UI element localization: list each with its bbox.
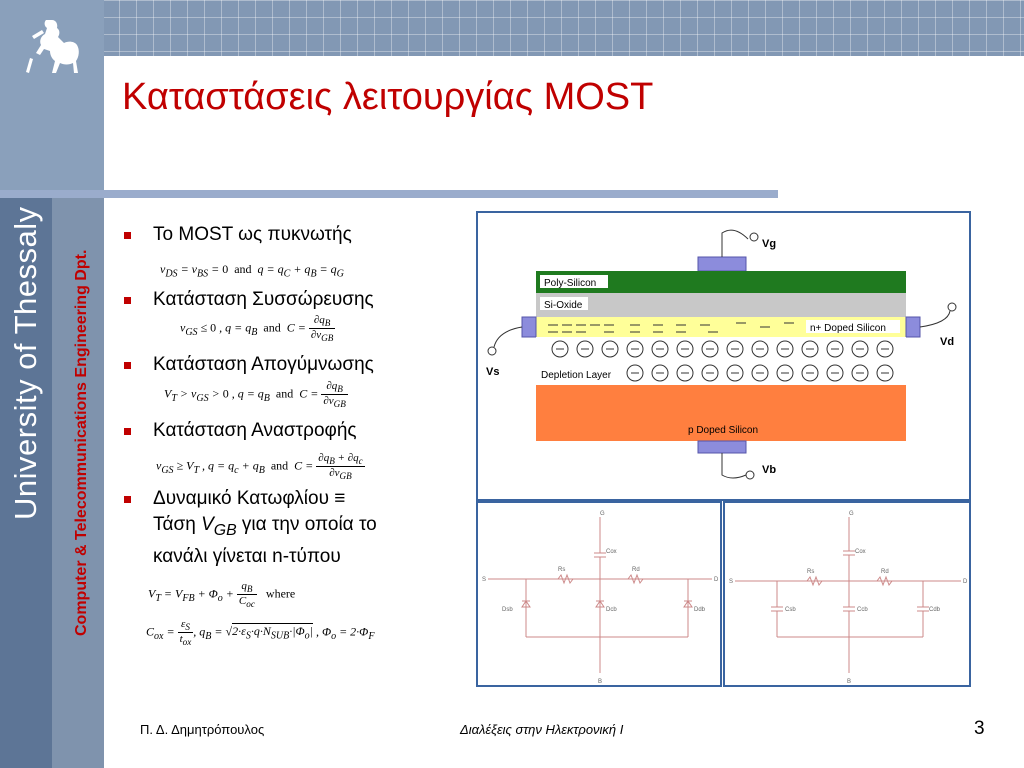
circuit-left-cox: Cox [606, 549, 617, 555]
bullet-text: Κατάσταση Συσσώρευσης [153, 289, 374, 310]
formula-cox: $C_{ox}$ = $\frac{\varepsilon_S}{t_{ox}}$ , $q_B = √2\cdot\varepsilon_S\cdot q\cdot N_{SUB}\cdot|\Phi_o|$ , $\Phi_o = 2\cdot\Phi_F$ [146, 618, 375, 648]
centaur-logo-icon [12, 12, 92, 92]
circuit-left-s: S [482, 577, 487, 583]
vg-label: Vg [762, 238, 777, 250]
vd-label: Vd [940, 336, 955, 348]
circuit-right-rs: Rs [807, 569, 815, 575]
circuit-right-g: G [849, 511, 854, 517]
university-name: University of Thessaly [8, 206, 43, 520]
bullet-marker-icon [124, 297, 131, 304]
circuit-right-csb: Csb [785, 607, 796, 613]
poly-label: Poly-Silicon [544, 278, 597, 289]
circuit-right-b: B [847, 679, 852, 685]
bullet-text-block: Δυναμικό Κατωφλίου ≡ Τάση $V_{GB}$ για την οποία το κανάλι γίνεται n-τύπου [153, 488, 377, 567]
circuit-right-cox: Cox [855, 549, 866, 555]
n-doped-label: n+ Doped Silicon [810, 323, 886, 334]
vs-label: Vs [486, 366, 500, 378]
bullet-threshold [124, 486, 377, 570]
slide-title: Καταστάσεις λειτουργίας MOST [122, 76, 654, 118]
title-divider [0, 190, 778, 198]
circuit-right-cdb: Cdb [929, 607, 941, 613]
top-band [0, 0, 1024, 56]
circuit-capacitor-diagram [725, 503, 969, 685]
formula-threshold: $V_T = V_{FB} + \Phi_o$ + $\frac{q_B}{C_{oc}}$ where [148, 580, 296, 610]
formula-and: and [234, 262, 252, 276]
bullet-marker-icon [124, 232, 131, 239]
circuit-right-ccb: Ccb [857, 607, 868, 613]
bullet-inversion [124, 420, 357, 442]
mos-cross-section-diagram [478, 213, 969, 499]
p-doped-label: p Doped Silicon [688, 425, 759, 436]
bullet-marker-icon [124, 496, 131, 503]
bullet-text: Το MOST ως πυκνωτής [153, 224, 352, 245]
formula-inversion: $v_{GS} \ge V_T$ , $q = q_c + q_B$ and C = $\frac{\partial q_B + \partial q_c}{\partial v_{GB}}$ [156, 452, 363, 482]
circuit-left-b: B [598, 679, 603, 685]
page-number: 3 [974, 718, 985, 739]
department-name: Computer & Telecommunications Engineering Dpt. [73, 249, 90, 636]
bullet-text: Κατάσταση Απογύμνωσης [153, 354, 374, 375]
bullet-text: Κατάσταση Αναστροφής [153, 420, 357, 441]
circuit-left-d: D [714, 577, 719, 583]
bullet-depletion [124, 354, 374, 376]
formula-depletion: $V_T > v_{GS} > 0$ , $q = q_B$ and C = $\frac{\partial q_B}{\partial v_{GB}}$ [164, 380, 346, 410]
depletion-label: Depletion Layer [541, 370, 612, 381]
footer-course: Διαλέξεις στην Ηλεκτρονική Ι [460, 722, 624, 737]
circuit-left-rs: Rs [558, 567, 566, 573]
vb-label: Vb [762, 464, 777, 476]
circuit-left-dsb: Dsb [502, 607, 513, 613]
circuit-left-dcb: Dcb [606, 607, 617, 613]
circuit-right-rd: Rd [881, 569, 889, 575]
bullet-marker-icon [124, 428, 131, 435]
circuit-left-g: G [600, 511, 605, 517]
bullet-line-1: Δυναμικό Κατωφλίου ≡ [153, 488, 346, 509]
circuit-diode-panel [476, 501, 722, 687]
footer-author: Π. Δ. Δημητρόπουλος [140, 722, 265, 737]
circuit-right-d: D [963, 579, 968, 585]
bullet-marker-icon [124, 362, 131, 369]
mos-cross-section-panel [476, 211, 971, 501]
formula-accumulation: $v_{GS} \le 0$ , $q = q_B$ and C = $\frac{\partial q_B}{\partial v_{GB}}$ [180, 314, 334, 344]
circuit-right-s: S [729, 579, 734, 585]
circuit-left-ddb: Ddb [694, 607, 706, 613]
formula-capacitor: $v_{DS} = v_{BS} = 0$ and $q = q_C + q_B = q_G$ [160, 262, 344, 280]
bullet-capacitor [124, 224, 352, 246]
circuit-capacitor-panel [723, 501, 971, 687]
circuit-left-rd: Rd [632, 567, 640, 573]
bullet-accumulation [124, 289, 374, 311]
logo-block [0, 0, 104, 190]
circuit-diode-diagram [478, 503, 720, 685]
oxide-label: Si-Oxide [544, 300, 583, 311]
